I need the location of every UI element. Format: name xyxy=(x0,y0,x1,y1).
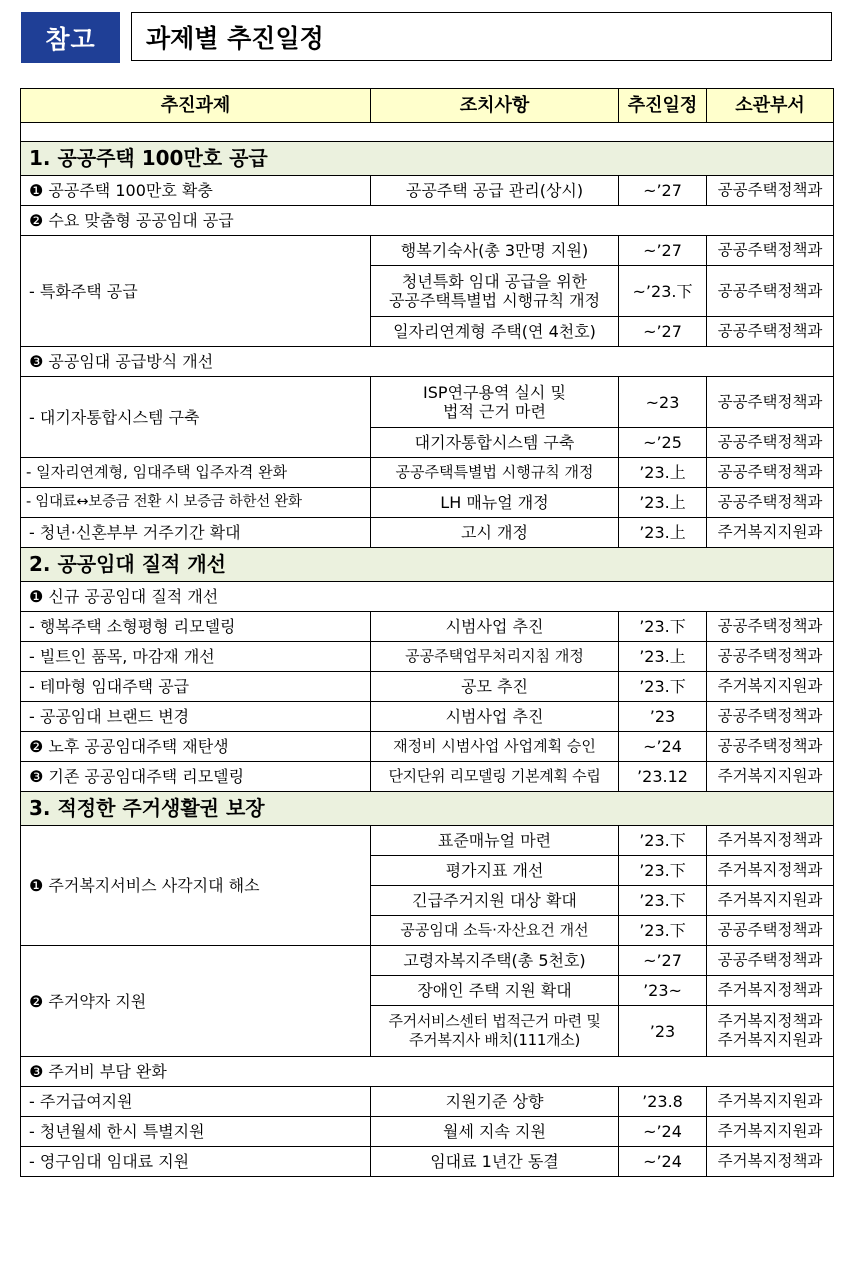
department-cell: 공공주택정책과 xyxy=(707,317,834,347)
schedule-cell: ’23 xyxy=(619,702,707,732)
schedule-cell: ’23.上 xyxy=(619,458,707,488)
department-cell: 공공주택정책과 xyxy=(707,732,834,762)
department-line: 주거복지정책과 xyxy=(717,1012,823,1030)
table-row xyxy=(21,206,834,236)
schedule-cell: ~’27 xyxy=(619,946,707,976)
col-header-department: 소관부서 xyxy=(707,89,834,123)
col-header-schedule: 추진일정 xyxy=(619,89,707,123)
schedule-table xyxy=(20,88,834,1177)
table-row xyxy=(21,488,834,518)
action-line: 법적 근거 마련 xyxy=(443,402,546,421)
schedule-cell: ~’25 xyxy=(619,428,707,458)
schedule-cell: ’23.下 xyxy=(619,672,707,702)
section-title: 3. 적정한 주거생활권 보장 xyxy=(21,792,834,826)
spacer-row xyxy=(21,123,834,142)
schedule-cell: ’23.上 xyxy=(619,642,707,672)
department-cell: 주거복지지원과 xyxy=(707,672,834,702)
department-cell: 주거복지지원과 xyxy=(707,886,834,916)
action-cell xyxy=(371,377,619,428)
table-row xyxy=(21,1117,834,1147)
department-cell: 주거복지정책과 xyxy=(707,826,834,856)
action-cell: 재정비 시범사업 사업계획 승인 xyxy=(371,732,619,762)
table-row xyxy=(21,1147,834,1177)
department-cell: 주거복지지원과 xyxy=(707,1087,834,1117)
department-line: 주거복지지원과 xyxy=(717,1031,823,1049)
schedule-cell: ~’24 xyxy=(619,1117,707,1147)
table-row xyxy=(21,377,834,428)
department-cell: 공공주택정책과 xyxy=(707,236,834,266)
table-row xyxy=(21,762,834,792)
schedule-cell: ~’24 xyxy=(619,732,707,762)
action-cell: 월세 지속 지원 xyxy=(371,1117,619,1147)
table-row xyxy=(21,642,834,672)
table-row xyxy=(21,732,834,762)
action-cell: LH 매뉴얼 개정 xyxy=(371,488,619,518)
department-cell: 공공주택정책과 xyxy=(707,702,834,732)
department-cell: 주거복지지원과 xyxy=(707,762,834,792)
task-cell: - 공공임대 브랜드 변경 xyxy=(21,702,371,732)
action-cell: 임대료 1년간 동결 xyxy=(371,1147,619,1177)
action-line: 청년특화 임대 공급을 위한 xyxy=(401,272,588,291)
task-cell: - 빌트인 품목, 마감재 개선 xyxy=(21,642,371,672)
task-cell: ❶ 공공주택 100만호 확충 xyxy=(21,176,371,206)
table-row xyxy=(21,236,834,266)
action-cell: 긴급주거지원 대상 확대 xyxy=(371,886,619,916)
action-line: 공공주택특별법 시행규칙 개정 xyxy=(388,291,601,310)
table-header-row xyxy=(21,89,834,123)
table-row xyxy=(21,458,834,488)
department-cell: 주거복지정책과 xyxy=(707,856,834,886)
action-cell: 시범사업 추진 xyxy=(371,702,619,732)
department-cell: 주거복지정책과 xyxy=(707,1147,834,1177)
task-cell: ❷ 노후 공공임대주택 재탄생 xyxy=(21,732,371,762)
department-cell: 공공주택정책과 xyxy=(707,266,834,317)
department-cell: 주거복지정책과 xyxy=(707,976,834,1006)
action-line: ISP연구용역 실시 및 xyxy=(423,383,566,402)
task-cell: - 특화주택 공급 xyxy=(21,236,371,347)
schedule-cell: ’23~ xyxy=(619,976,707,1006)
action-cell: 표준매뉴얼 마련 xyxy=(371,826,619,856)
schedule-cell: ’23.下 xyxy=(619,916,707,946)
task-cell: - 영구임대 임대료 지원 xyxy=(21,1147,371,1177)
action-line: 주거서비스센터 법적근거 마련 및 xyxy=(388,1012,601,1030)
task-cell: - 행복주택 소형평형 리모델링 xyxy=(21,612,371,642)
action-cell: 공공주택 공급 관리(상시) xyxy=(371,176,619,206)
action-cell: 공공주택업무처리지침 개정 xyxy=(371,642,619,672)
task-cell: ❷ 수요 맞춤형 공공임대 공급 xyxy=(21,206,834,236)
section-title: 1. 공공주택 100만호 공급 xyxy=(21,142,834,176)
action-line: 주거복지사 배치(111개소) xyxy=(408,1031,580,1049)
action-cell: 행복기숙사(총 3만명 지원) xyxy=(371,236,619,266)
action-cell: 고령자복지주택(총 5천호) xyxy=(371,946,619,976)
page-header xyxy=(21,12,834,63)
table-row xyxy=(21,518,834,548)
table-row xyxy=(21,176,834,206)
section-row xyxy=(21,548,834,582)
task-cell: - 임대료↔보증금 전환 시 보증금 하한선 완화 xyxy=(21,488,371,518)
col-header-action: 조치사항 xyxy=(371,89,619,123)
table-row xyxy=(21,582,834,612)
schedule-cell: ’23.8 xyxy=(619,1087,707,1117)
action-cell xyxy=(371,266,619,317)
table-row xyxy=(21,612,834,642)
task-cell: - 청년·신혼부부 거주기간 확대 xyxy=(21,518,371,548)
table-row xyxy=(21,1057,834,1087)
department-cell: 주거복지지원과 xyxy=(707,1117,834,1147)
action-cell: 시범사업 추진 xyxy=(371,612,619,642)
department-cell: 공공주택정책과 xyxy=(707,946,834,976)
department-cell: 공공주택정책과 xyxy=(707,176,834,206)
action-cell: 공공주택특별법 시행규칙 개정 xyxy=(371,458,619,488)
schedule-cell: ~’23.下 xyxy=(619,266,707,317)
task-cell: - 일자리연계형, 임대주택 입주자격 완화 xyxy=(21,458,371,488)
task-cell: - 청년월세 한시 특별지원 xyxy=(21,1117,371,1147)
page-title: 과제별 추진일정 xyxy=(131,12,832,61)
schedule-cell: ’23.上 xyxy=(619,488,707,518)
section-row xyxy=(21,142,834,176)
schedule-cell: ’23.下 xyxy=(619,612,707,642)
action-cell: 장애인 주택 지원 확대 xyxy=(371,976,619,1006)
action-cell: 단지단위 리모델링 기본계획 수립 xyxy=(371,762,619,792)
task-cell: ❸ 공공임대 공급방식 개선 xyxy=(21,347,834,377)
department-cell: 공공주택정책과 xyxy=(707,488,834,518)
section-title: 2. 공공임대 질적 개선 xyxy=(21,548,834,582)
schedule-cell: ’23.12 xyxy=(619,762,707,792)
department-cell: 공공주택정책과 xyxy=(707,916,834,946)
table-row xyxy=(21,1087,834,1117)
department-cell xyxy=(707,1006,834,1057)
action-cell: 고시 개정 xyxy=(371,518,619,548)
schedule-cell: ’23.上 xyxy=(619,518,707,548)
department-cell: 공공주택정책과 xyxy=(707,377,834,428)
department-cell: 공공주택정책과 xyxy=(707,612,834,642)
action-cell: 대기자통합시스템 구축 xyxy=(371,428,619,458)
table-row xyxy=(21,672,834,702)
table-row xyxy=(21,702,834,732)
action-cell: 공모 추진 xyxy=(371,672,619,702)
department-cell: 공공주택정책과 xyxy=(707,458,834,488)
action-cell: 공공임대 소득·자산요건 개선 xyxy=(371,916,619,946)
task-cell: ❷ 주거약자 지원 xyxy=(21,946,371,1057)
task-cell: ❶ 신규 공공임대 질적 개선 xyxy=(21,582,834,612)
task-cell: - 테마형 임대주택 공급 xyxy=(21,672,371,702)
task-cell: ❸ 기존 공공임대주택 리모델링 xyxy=(21,762,371,792)
schedule-cell: ~’24 xyxy=(619,1147,707,1177)
table-row xyxy=(21,347,834,377)
department-cell: 주거복지지원과 xyxy=(707,518,834,548)
reference-badge: 참고 xyxy=(21,12,120,63)
task-cell: ❶ 주거복지서비스 사각지대 해소 xyxy=(21,826,371,946)
col-header-task: 추진과제 xyxy=(21,89,371,123)
task-cell: ❸ 주거비 부담 완화 xyxy=(21,1057,834,1087)
task-cell: - 주거급여지원 xyxy=(21,1087,371,1117)
task-cell: - 대기자통합시스템 구축 xyxy=(21,377,371,458)
schedule-cell: ~23 xyxy=(619,377,707,428)
action-cell: 지원기준 상향 xyxy=(371,1087,619,1117)
department-cell: 공공주택정책과 xyxy=(707,642,834,672)
schedule-cell: ’23.下 xyxy=(619,856,707,886)
table-row xyxy=(21,826,834,856)
table-row xyxy=(21,946,834,976)
department-cell: 공공주택정책과 xyxy=(707,428,834,458)
schedule-cell: ~’27 xyxy=(619,317,707,347)
section-row xyxy=(21,792,834,826)
schedule-cell: ~’27 xyxy=(619,236,707,266)
action-cell xyxy=(371,1006,619,1057)
schedule-cell: ~’27 xyxy=(619,176,707,206)
schedule-cell: ’23.下 xyxy=(619,826,707,856)
action-cell: 일자리연계형 주택(연 4천호) xyxy=(371,317,619,347)
schedule-cell: ’23.下 xyxy=(619,886,707,916)
schedule-cell: ’23 xyxy=(619,1006,707,1057)
action-cell: 평가지표 개선 xyxy=(371,856,619,886)
